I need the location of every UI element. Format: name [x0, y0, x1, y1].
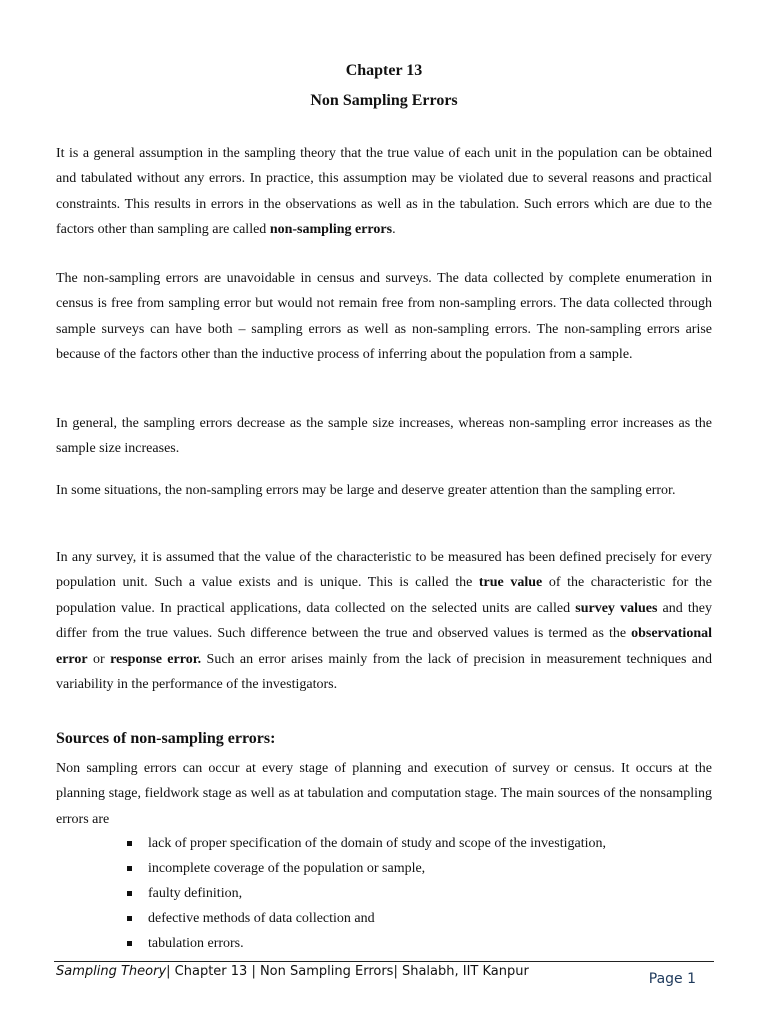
paragraph-text: of the characteristic for the population value. In practical applications, data collected on the selected units are called [56, 575, 712, 616]
list-item: lack of proper specification of the domain of study and scope of the investigation, [124, 831, 606, 856]
paragraph-text: In any survey, it is assumed that the value of the characteristic to be measured has been defined precisely for every population unit. Such a value exists and is unique. This is called the [56, 550, 712, 591]
footer-divider [54, 961, 714, 962]
bold-term: true value [478, 575, 543, 591]
paragraph-text: . [392, 222, 396, 238]
section-heading: Sources of non-sampling errors: [56, 730, 276, 747]
list-item: tabulation errors. [124, 931, 606, 956]
footer-book-title: Sampling Theory [56, 964, 167, 979]
bold-term: survey values [575, 600, 658, 616]
list-item: incomplete coverage of the population or sample, [124, 856, 606, 881]
chapter-number: Chapter 13 [345, 62, 423, 79]
bold-term: observational error [56, 626, 712, 667]
paragraph-sources-intro: Non sampling errors can occur at every stage of planning and execution of survey or census. It occurs at the planning stage, fieldwork stage as well as at tabulation and computation stage. The main sources of the nonsampling errors are [56, 761, 712, 827]
paragraph-text: or [87, 651, 111, 667]
paragraph-situations: In some situations, the non-sampling errors may be large and deserve greater attention than the sampling error. [56, 483, 676, 498]
list-item: faulty definition, [124, 881, 606, 906]
paragraph-intro [56, 141, 712, 243]
list-item: defective methods of data collection and [124, 906, 606, 931]
footer-details: | Chapter 13 | Non Sampling Errors| Shalabh, IIT Kanpur [166, 964, 529, 979]
page-number: Page 1 [648, 971, 696, 987]
paragraph-unavoidable: The non-sampling errors are unavoidable in census and surveys. The data collected by complete enumeration in census is free from sampling error but would not remain free from non-sampling errors. The data collected through sample surveys can have both – sampling errors as well as non-sampling errors. The non-sampling errors arise because of the factors other than the inductive process of inferring about the population from a sample. [56, 271, 712, 363]
paragraph-text: and they differ from the true values. Such difference between the true and observed values is termed as the [56, 600, 712, 642]
paragraph-sample-size: In general, the sampling errors decrease as the sample size increases, whereas non-sampling error increases as the sample size increases. [56, 416, 712, 457]
bold-term: response error. [110, 651, 202, 667]
footer-citation [56, 964, 529, 979]
sources-list [124, 831, 606, 956]
bold-term: non-sampling errors [269, 222, 393, 238]
paragraph-true-value [56, 545, 712, 697]
paragraph-text: It is a general assumption in the sampling theory that the true value of each unit in the population can be obtained and tabulated without any errors. In practice, this assumption may be violated due to several reasons and practical constraints. This results in errors in the observations as well as in the tabulation. Such errors which are due to the factors other than sampling are called [56, 146, 712, 238]
paragraph-text: Such an error arises mainly from the lack of precision in measurement techniques and variability in the performance of the investigators. [56, 651, 712, 693]
chapter-title: Non Sampling Errors [310, 92, 458, 109]
